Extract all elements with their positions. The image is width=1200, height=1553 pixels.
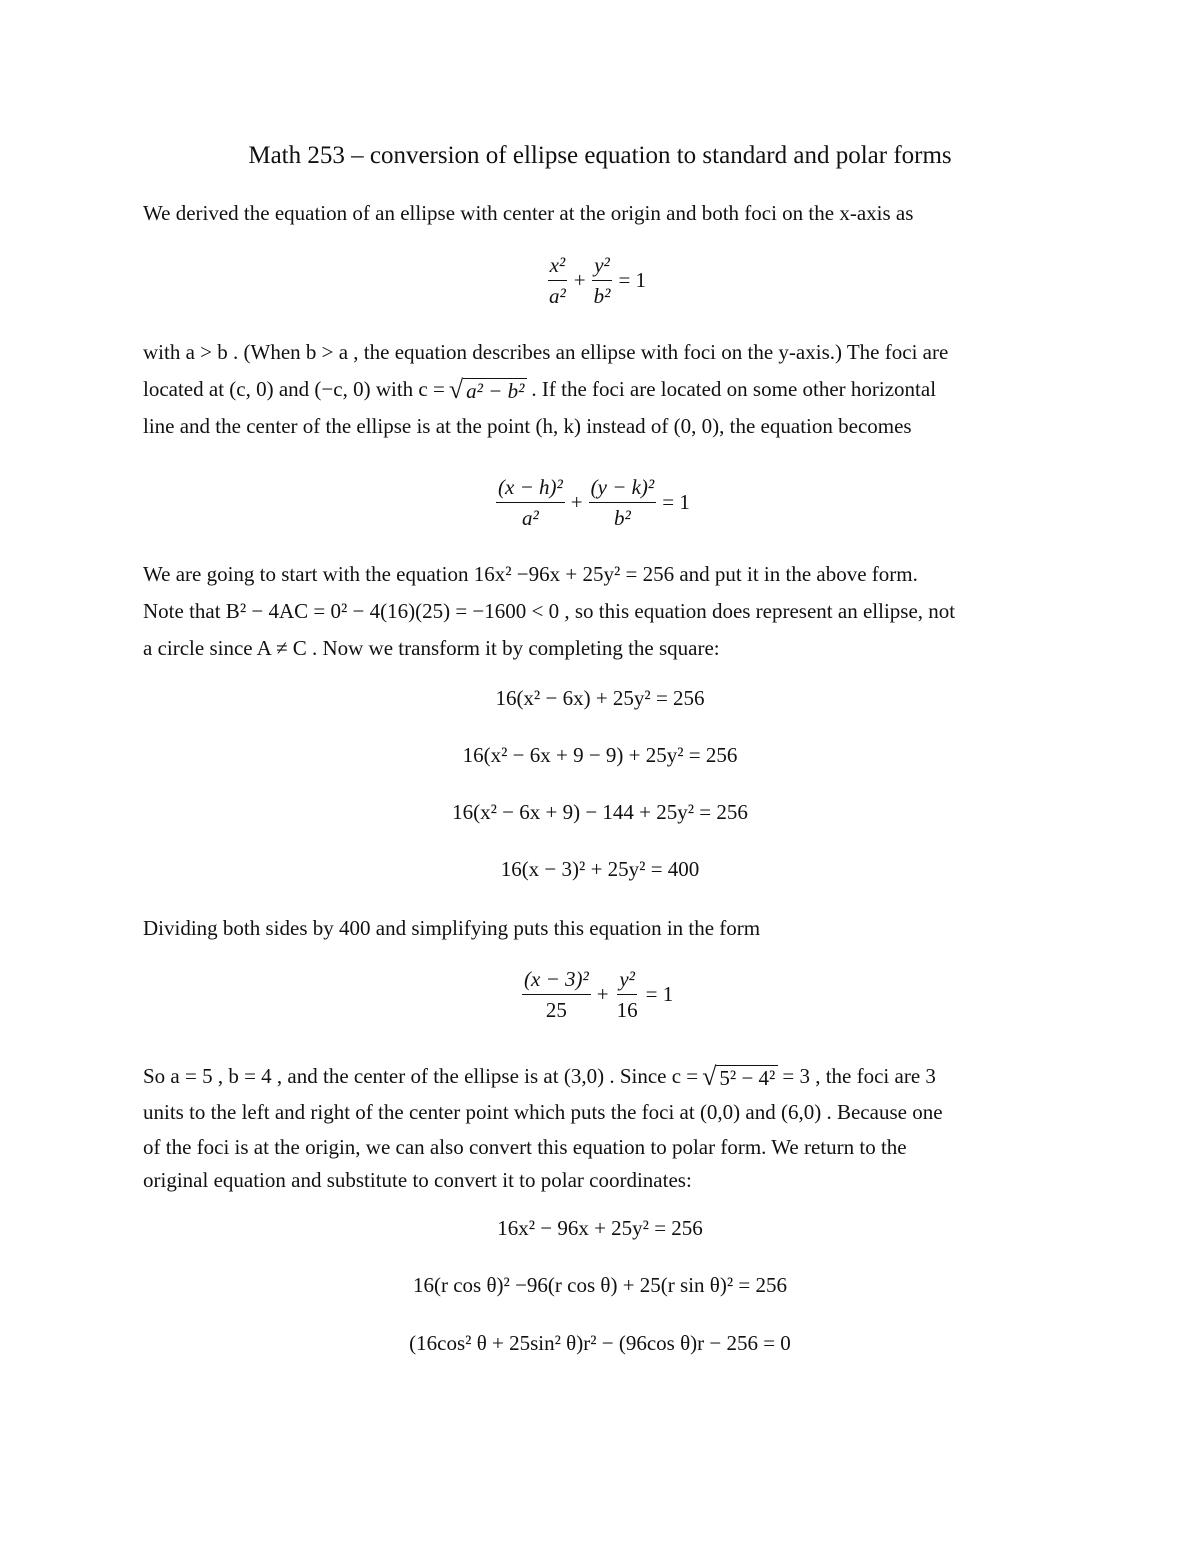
polar-equation-3: (16cos² θ + 25sin² θ)r² − (96cos θ)r − 256 = 0 bbox=[409, 1331, 791, 1355]
ellipse-shifted-equation: $\frac{\text{(x − h)²}}{\text{a²}}$ + $\frac{\text{(y − k)²}}{\text{b²}}$ = 1 bbox=[498, 475, 690, 530]
sqrt-expression-foci: √ 5² − 4² bbox=[702, 1064, 778, 1090]
ellipse-standard-form: $\frac{\text{(x − 3)²}}{25}$ + $\frac{\text{y²}}{16}$ = 1 bbox=[524, 967, 674, 1022]
foci-paragraph-line-1: with a > b . (When b > a , the equation describes an ellipse with foci on the y-axis.) The foci are bbox=[143, 340, 949, 364]
start-paragraph-line-2: Note that B² − 4AC = 0² − 4(16)(25) = −1600 < 0 , so this equation does represent an ellipse, not bbox=[143, 599, 956, 623]
result-paragraph-line-1: So a = 5 , b = 4 , and the center of the ellipse is at (3,0) . Since c = √ 5² − 4² = 3 , the foci are 3 bbox=[143, 1061, 936, 1091]
polar-equation-1: 16x² − 96x + 25y² = 256 bbox=[497, 1216, 703, 1240]
polar-equation-2: 16(r cos θ)² −96(r cos θ) + 25(r sin θ)² = 256 bbox=[413, 1273, 787, 1297]
foci-paragraph-line-3: line and the center of the ellipse is at the point (h, k) instead of (0, 0), the equation becomes bbox=[143, 414, 912, 438]
fraction-y: $\frac{\text{y²}}{\text{b²}}$ bbox=[593, 253, 611, 308]
fraction-y-k: $\frac{\text{(y − k)²}}{\text{b²}}$ bbox=[590, 475, 655, 530]
ellipse-origin-equation: $\frac{\text{x²}}{\text{a²}}$ + $\frac{\text{y²}}{\text{b²}}$ = 1 bbox=[549, 253, 647, 308]
step-equation-3: 16(x² − 6x + 9) − 144 + 25y² = 256 bbox=[452, 800, 748, 824]
sqrt-expression: √ a² − b² bbox=[449, 377, 528, 403]
fraction-x-h: $\frac{\text{(x − h)²}}{\text{a²}}$ bbox=[498, 475, 563, 530]
fraction-x: $\frac{\text{x²}}{\text{a²}}$ bbox=[549, 253, 566, 308]
fraction-y-16: $\frac{\text{y²}}{16}$ bbox=[616, 967, 638, 1022]
result-paragraph-line-4: original equation and substitute to convert it to polar coordinates: bbox=[143, 1168, 692, 1192]
result-paragraph-line-2: units to the left and right of the center point which puts the foci at (0,0) and (6,0) . Because one bbox=[143, 1100, 943, 1124]
foci-paragraph-line-2: located at (c, 0) and (−c, 0) with c = √ a² − b² . If the foci are located on some other horizontal bbox=[143, 374, 937, 404]
start-paragraph-line-3: a circle since A ≠ C . Now we transform it by completing the square: bbox=[143, 636, 720, 660]
dividing-paragraph: Dividing both sides by 400 and simplifying puts this equation in the form bbox=[143, 916, 761, 940]
result-paragraph-line-3: of the foci is at the origin, we can also convert this equation to polar form. We return to the bbox=[143, 1135, 907, 1159]
start-paragraph-line-1: We are going to start with the equation 16x² −96x + 25y² = 256 and put it in the above form. bbox=[143, 562, 918, 586]
page-title: Math 253 – conversion of ellipse equation to standard and polar forms bbox=[248, 142, 952, 169]
step-equation-1: 16(x² − 6x) + 25y² = 256 bbox=[495, 686, 705, 710]
fraction-x-3: $\frac{\text{(x − 3)²}}{25}$ bbox=[524, 967, 589, 1022]
step-equation-2: 16(x² − 6x + 9 − 9) + 25y² = 256 bbox=[462, 743, 738, 767]
step-equation-4: 16(x − 3)² + 25y² = 400 bbox=[500, 857, 700, 881]
intro-paragraph: We derived the equation of an ellipse with center at the origin and both foci on the x-axis as bbox=[143, 201, 914, 225]
